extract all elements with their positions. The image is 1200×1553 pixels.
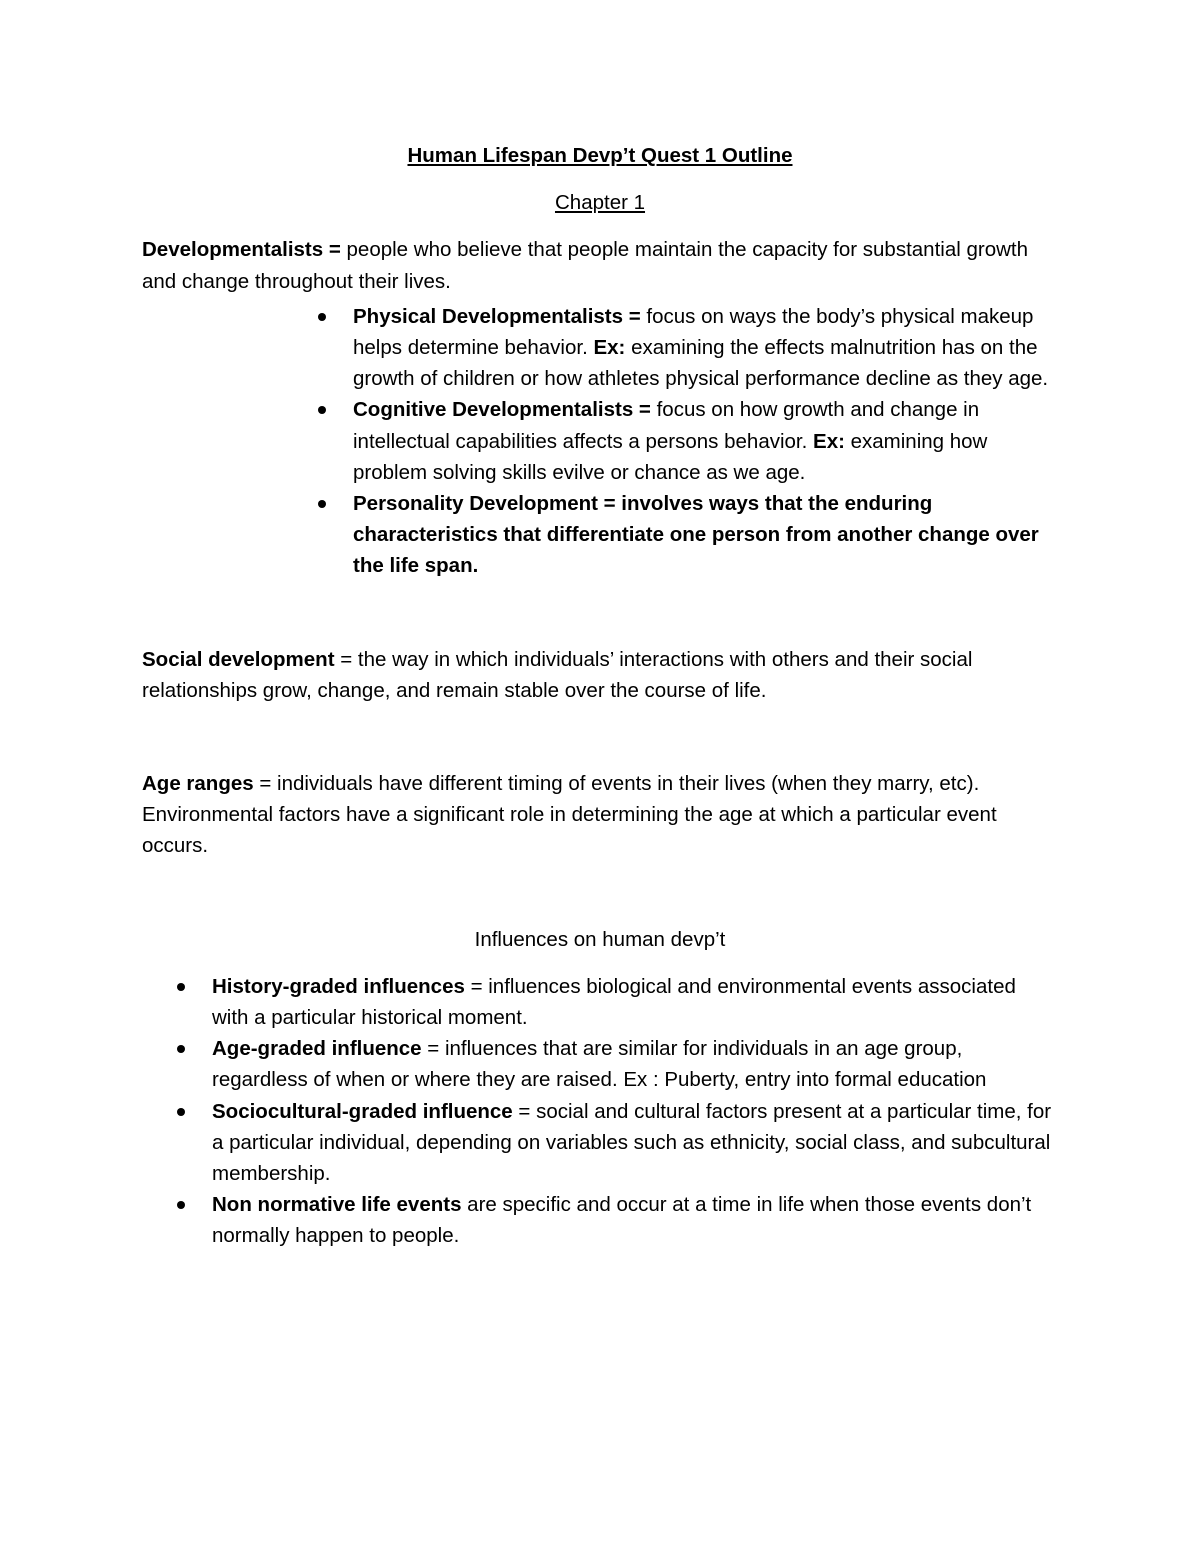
def-age-graded: = influences that are similar for individuals in an age group, regardless of when or where they are raised. Ex : Puberty, entry into formal education	[212, 1037, 987, 1092]
list-item-history-graded	[142, 971, 1058, 1033]
term-age-graded: Age-graded influence	[212, 1037, 422, 1061]
influences-heading: Influences on human devp’t	[474, 927, 726, 951]
term-personality: Personality Development = involves ways that the enduring characteristics that differentiate one person from another change over the life span.	[353, 492, 1039, 578]
age-ranges-paragraph	[142, 768, 1058, 862]
term-sociocultural-graded: Sociocultural-graded influence	[212, 1099, 513, 1123]
influences-list	[142, 971, 1058, 1252]
term-non-normative: Non normative life events	[212, 1193, 462, 1217]
def-developmentalists: people who believe that people maintain the capacity for substantial growth and change throughout their lives.	[142, 238, 1029, 293]
list-item-sociocultural-graded	[142, 1096, 1058, 1190]
chapter-heading: Chapter 1	[554, 191, 646, 215]
list-item-physical	[142, 301, 1058, 395]
def-non-normative: are specific and occur at a time in life when those events don’t normally happen to people.	[212, 1193, 1032, 1248]
def-sociocultural-graded: = social and cultural factors present at a particular time, for a particular individual, depending on variables such as ethnicity, social class, and subcultural membership.	[212, 1099, 1052, 1186]
document-title: Human Lifespan Devp’t Quest 1 Outline	[407, 144, 793, 167]
list-item-age-graded	[142, 1033, 1058, 1095]
term-age-ranges: Age ranges	[142, 772, 254, 796]
ex-label-cognitive: Ex:	[813, 429, 845, 453]
list-item-non-normative	[142, 1189, 1058, 1251]
spacer	[142, 582, 1058, 644]
developmentalists-paragraph	[142, 234, 1058, 296]
developmentalist-types-list	[142, 301, 1058, 582]
spacer	[142, 706, 1058, 768]
term-developmentalists: Developmentalists =	[142, 238, 341, 262]
def-cognitive-2: examining how problem solving skills evilve or chance as we age.	[353, 429, 988, 484]
term-social-development: Social development	[142, 647, 335, 671]
list-item-cognitive	[142, 394, 1058, 488]
document-page	[142, 140, 1058, 1252]
spacer	[142, 862, 1058, 924]
def-social-development: = the way in which individuals’ interactions with others and their social relationships grow, change, and remain stable over the course of life.	[142, 647, 973, 702]
def-cognitive-1: focus on how growth and change in intellectual capabilities affects a persons behavior.	[353, 398, 980, 453]
term-physical: Physical Developmentalists =	[353, 304, 641, 328]
ex-label-physical: Ex:	[593, 336, 626, 360]
def-physical-2: examining the effects malnutrition has on the growth of children or how athletes physical performance decline as they age.	[353, 336, 1049, 391]
social-development-paragraph	[142, 644, 1058, 706]
def-history-graded: = influences biological and environmental events associated with a particular historical moment.	[212, 974, 1016, 1030]
list-item-personality	[142, 488, 1058, 582]
term-history-graded: History-graded influences	[212, 974, 465, 998]
def-age-ranges: = individuals have different timing of events in their lives (when they marry, etc). Environmental factors have a significant role in determining the age at which a particular event occurs.	[142, 772, 997, 858]
def-physical-1: focus on ways the body’s physical makeup helps determine behavior.	[353, 304, 1034, 360]
term-cognitive: Cognitive Developmentalists =	[353, 398, 651, 422]
